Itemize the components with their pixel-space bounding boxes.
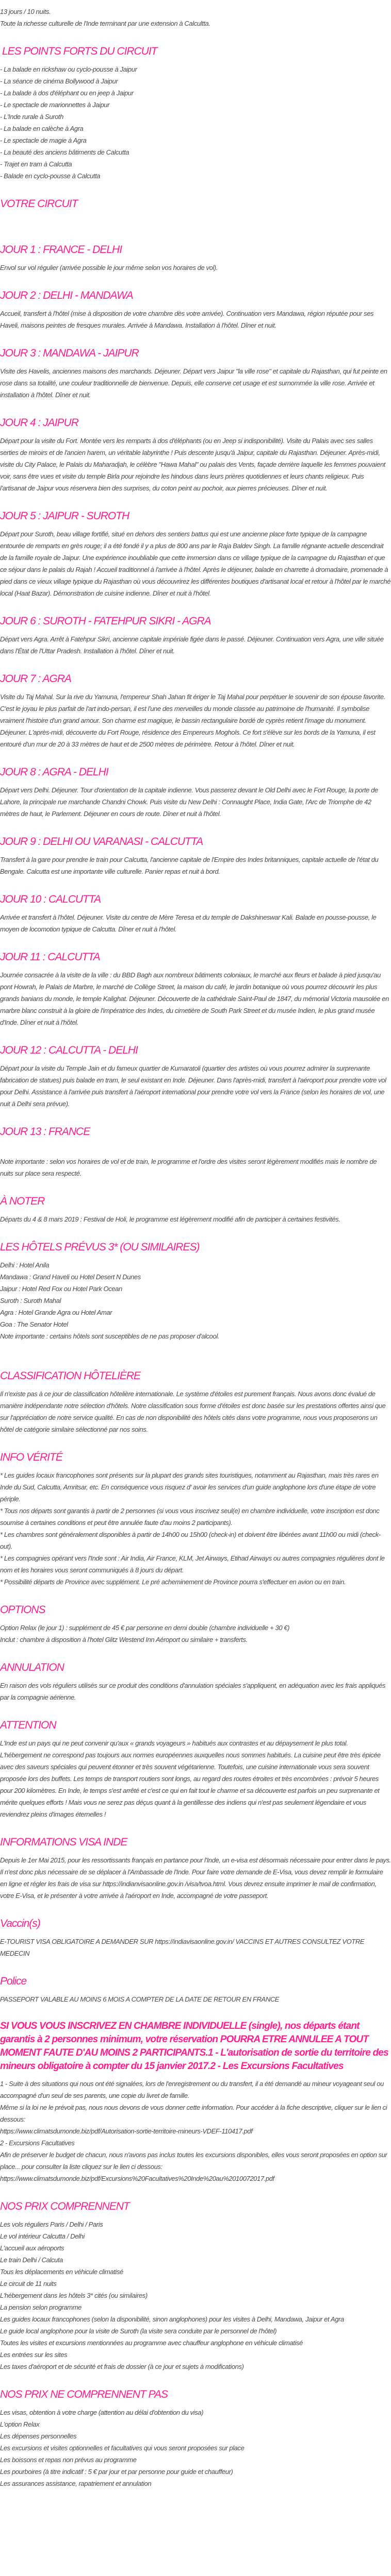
section-jour-1	[0, 242, 391, 274]
section-jour-6	[0, 614, 391, 657]
section-heading: ATTENTION	[0, 1719, 56, 1731]
section-text: Les entrées sur les sites	[0, 2351, 68, 2359]
section-text: L'option Relax	[0, 2420, 40, 2428]
section-heading: OPTIONS	[0, 1604, 45, 1616]
section-text: Note importante : selon vos horaires de vol et de train, le programme et l'ordre des visites seront légèrement modifiés mais le nombre de nuits sur place sera respecté.	[0, 1158, 377, 1177]
section-text: Le train Delhi / Calcuta	[0, 2256, 63, 2264]
section-heading: Police	[0, 1975, 27, 1987]
section-info-verite	[0, 1450, 391, 1588]
section-text: Depuis le 1er Mai 2015, pour les ressortissants français en partance pour l'Inde, un e-visa est désormais nécessaire pour entrer dans le pays. Il n'est donc plus nécessaire de se déplacer à l'Ambassade de l'Inde. Pour faire votre demande de E-Visa, vous devez remplir le formulaire en ligne et régler les frais de visa sur https://indianvisaonline.gov.in /visa/tvoa.html. Vous devrez ensuite imprimer le mail de confirmation, votre E-Visa, et le présenter à votre arrivée à l'aéroport en Inde, accompagné de votre passeport.	[0, 1856, 391, 1900]
section-text: Départs du 4 & 8 mars 2019 : Festival de Holi, le programme est légèrement modifié afin de participer à certaines festivités.	[0, 1215, 340, 1223]
section-hotels	[0, 1240, 391, 1354]
section-heading: NOS PRIX NE COMPRENNENT PAS	[0, 2388, 168, 2400]
section-heading: JOUR 5 : JAIPUR - SUROTH	[0, 510, 129, 522]
section-heading: JOUR 1 : FRANCE - DELHI	[0, 244, 122, 256]
section-text: La pension selon programme	[0, 2303, 82, 2311]
section-heading: À NOTER	[0, 1195, 45, 1207]
section-text: 13 jours / 10 nuits.	[0, 8, 51, 15]
section-text: Le circuit de 11 nuits	[0, 2280, 57, 2287]
section-text: Agra : Hotel Grande Agra ou Hotel Amar	[0, 1309, 112, 1316]
section-text: - La balade en rickshaw ou cyclo-pousse à Jaipur	[0, 65, 137, 73]
section-jour-10	[0, 892, 391, 935]
section-police	[0, 1974, 391, 2005]
section-text: * Les guides locaux francophones sont présents sur la plupart des grands sites touristiques, notamment au Rajasthan, mais très rares en Inde du Sud, Calcutta, Amritsar, etc. En conséquence vous risquez d' avoir les services d'un guide anglophone lors d'une étape de votre périple.	[0, 1471, 379, 1503]
section-text: Départ vers Agra. Arrêt à Fatehpur Sikri, ancienne capitale impériale figée dans le passé. Déjeuner. Continuation vers Agra, une ville située dans l'État de l'Uttar Pradesh. Installation à l'hôtel. Dîner et nuit.	[0, 635, 384, 655]
section-text: Accueil, transfert à l'hôtel (mise à disposition de votre chambre dès votre arrivée). Continuation vers Mandawa, région réputée pour ses Haveli, maisons peintes de fresques murales. Arrivée à Mandawa. Installation à l'hôtel. Dîner et nuit.	[0, 310, 374, 329]
section-annulation	[0, 1660, 391, 1703]
section-text: Jaipur : Hotel Red Fox ou Hotel Park Ocean	[0, 1285, 122, 1293]
section-heading: JOUR 9 : DELHI OU VARANASI - CALCUTTA	[0, 836, 203, 848]
section-text: Option Relax (le jour 1) : supplément de 45 € par personne en demi double (chambre individuelle + 30 €)	[0, 1624, 290, 1632]
section-text: PASSEPORT VALABLE AU MOINS 6 MOIS A COMPTER DE LA DATE DE RETOUR EN FRANCE	[0, 1995, 280, 2003]
section-text: Départ pour la visite du Fort. Montée vers les remparts à dos d'éléphants (ou en Jeep si indisponibilité). Visite du Palais avec ses salles serties de miroirs et de l'ancien harem, un véritable labyrinthe ! Puis descente jusqu'à Jaipur, capitale du Rajasthan. Déjeuner. Après-midi, visite du City Palace, le Palais du Maharadjah, le célèbre "Hawa Mahal" ou palais des Vents, façade derrière laquelle les femmes pouvaient voir, sans être vues et visite du temple Birla pour rejoindre les hindous dans leurs prières quotidiennes et leurs chants religieux. Puis l'artisanat de Jaipur vous réservera bien des surprises, du coton peint au pochoir, aux pierres précieuses. Dîner et nuit.	[0, 437, 385, 492]
section-vaccins	[0, 1916, 391, 1959]
section-heading: JOUR 10 : CALCUTTA	[0, 893, 101, 905]
section-text: - Trajet en tram à Calcutta	[0, 160, 72, 168]
section-text: - La balade à dos d'éléphant ou en jeep à Jaipur	[0, 89, 134, 97]
document-link[interactable]: https://www.climatsdumonde.biz/pdf/Autorisation-sortie-territoire-mineurs-VDEF-110417.pdf	[0, 2127, 253, 2135]
section-visa	[0, 1835, 391, 1902]
section-options	[0, 1602, 391, 1646]
section-text: * Les compagnies opérant vers l'Inde sont : Air India, Air France, KLM, Jet Airways, Etihad Airways ou autres compagnies régulières dont le nom et les horaires vous seront communiqués à 8 jours du départ.	[0, 1554, 385, 1574]
section-heading: SI VOUS VOUS INSCRIVEZ EN CHAMBRE INDIVIDUELLE (single), nos départs étant garantis à 2 personnes minimum, votre réservation POURRA ETRE ANNULEE A TOUT MOMENT FAUTE D'AU MOINS 2 PARTICIPANTS.1 - L'autorisation de sortie du territoire des mineurs obligatoire à compter du 15 janvier 2017.2 - Les Excursions Facultatives	[0, 2021, 388, 2072]
section-text: Les boissons et repas non prévus au programme	[0, 2456, 137, 2464]
section-text: 1 - Suite à des situations qui nous ont été signalées, lors de l'enregistrement ou du transfert, il a été demandé au mineur voyageant seul ou accompagné d'un seul de ses parents, une copie du livret de famille.	[0, 2080, 384, 2099]
section-a-noter	[0, 1194, 391, 1225]
section-text: - La beauté des anciens bâtiments de Calcutta	[0, 148, 129, 156]
section-heading: JOUR 6 : SUROTH - FATEHPUR SIKRI - AGRA	[0, 615, 211, 627]
section-text: Visite du Taj Mahal. Sur la rive du Yamuna, l'empereur Shah Jahan fit ériger le Taj Mahal pour perpétuer le souvenir de son épouse favorite. C'est le joyau le plus parfait de l'art indo-persan, il est l'une des merveilles du monde classée au patrimoine de l'humanité. Il symbolise vraiment l'histoire d'un grand amour. Son charme est magique, le bassin rectangulaire bordé de cyprès retient l'image du monument. Déjeuner. L'après-midi, découverte du Fort Rouge, résidence des Empereurs Moghols. Ce fort s'élève sur les bords de la Yamuna, il est entouré d'un mur de 20 à 33 mètres de haut et de 2500 mètres de périmètre. Retour à l'hôtel. Dîner et nuit.	[0, 693, 385, 748]
section-heading: LES HÔTELS PRÉVUS 3* (OU SIMILAIRES)	[0, 1241, 200, 1253]
section-prix-ne-comprennent-pas	[0, 2387, 391, 2489]
section-heading: JOUR 3 : MANDAWA - JAIPUR	[0, 347, 139, 359]
section-text: Goa : The Senator Hotel	[0, 1320, 68, 1328]
section-text: Delhi : Hotel Anila	[0, 1261, 50, 1269]
section-text: Départ pour Suroth, beau village fortifié, situé en dehors des sentiers battus qui est une ancienne place forte typique de la campagne entourée de remparts en grès rouge; il a été fondé il y a plus de 800 ans par le Raja Baldev Singh. La famille régnante actuelle descendrait de la famille royale de Jaipur. Une expérience inoubliable que cette immersion dans ce village typique de la campagne du Rajasthan et que ce séjour dans le palais du Rajah ! Accueil traditionnel à l'arrivée à l'hôtel. Après le déjeuner, balade en charrette à dromadaire, promenade à pied dans ce vieux village typique du Rajasthan où vous découvrirez les différentes boutiques d'artisanat local et retour à l'hôtel par le marché local (Haat Bazar). Démonstration de cuisine indienne. Dîner et nuit à l'hôtel.	[0, 530, 391, 597]
section-text: E-TOURIST VISA OBLIGATOIRE A DEMANDER SUR https://indiavisaonline.gov.in/ VACCINS ET AUTRES CONSULTEZ VOTRE MEDECIN	[0, 1938, 365, 1957]
section-jour-8	[0, 765, 391, 820]
section-text: Mandawa : Grand Haveli ou Hotel Desert N Dunes	[0, 1273, 141, 1281]
section-text: Toutes les visites et excursions mentionnées au programme avec chauffeur anglophone en véhicule climatisé	[0, 2339, 303, 2347]
section-highlights	[0, 44, 391, 182]
section-text: Les excursions et visites optionnelles et facultatives qui vous seront proposées sur place	[0, 2444, 245, 2452]
section-heading: Vaccin(s)	[0, 1918, 40, 1929]
blank-line	[0, 1144, 391, 1156]
section-text: Le guide local anglophone pour la visite de Suroth (la visite sera conduite par le personnel de l'hôtel)	[0, 2327, 277, 2335]
section-text: Départ pour la visite du Temple Jain et du fameux quartier de Kumaratoli (quartier des artistes où vous pourrez admirer la surprenante fabrication de statues) puis balade en tram, le seul existant en Inde. Déjeuner. Dans l'après-midi, transfert à l'aéroport pour prendre votre vol pour Delhi. Assistance à l'arrivée puis transfert à l'aéroport international pour prendre votre vol vers la France (selon les horaires de vol, une nuit à Delhi sera prévue).	[0, 1064, 386, 1108]
section-text: Départ vers Delhi. Déjeuner. Tour d'orientation de la capitale indienne. Vous passerez devant le Old Delhi avec le Fort Rouge, la porte de Lahore, la principale rue marchande Chandni Chowk. Puis visite du New Delhi : Connaught Place, India Gate, l'Arc de Triomphe de 42 mètres de haut, le Parlement. Déjeuner en cours de route. Dîner et nuit à l'hôtel.	[0, 786, 378, 818]
section-text: Les guides locaux francophones (selon la disponibilité, sinon anglophones) pour les visites à Delhi, Mandawa, Jaipur et Agra	[0, 2315, 344, 2323]
section-heading: JOUR 7 : AGRA	[0, 673, 71, 685]
section-text: En raison des vols réguliers utilisés sur ce produit des conditions d'annulation spéciales s'appliquent, en adéquation avec les frais appliqués par la compagnie aérienne.	[0, 1682, 386, 1701]
section-jour-7	[0, 671, 391, 750]
section-text: Le vol intérieur Calcutta / Delhi	[0, 2232, 85, 2240]
section-votre-circuit	[0, 196, 391, 228]
blank-line	[0, 216, 391, 228]
section-jour-2	[0, 288, 391, 331]
section-heading: VOTRE CIRCUIT	[0, 198, 78, 210]
section-heading: JOUR 4 : JAIPUR	[0, 417, 78, 429]
section-text: - L'Inde rurale à Suroth	[0, 113, 63, 121]
section-chambre-individuelle	[0, 2020, 391, 2184]
section-jour-3	[0, 346, 391, 401]
section-text: Les taxes d'aéroport et de sécurité et frais de dossier (à ce jour et sujets à modifications)	[0, 2363, 244, 2370]
section-heading: INFORMATIONS VISA INDE	[0, 1836, 127, 1848]
section-text: Les vols réguliers Paris / Delhi / Paris	[0, 2221, 103, 2228]
section-heading: CLASSIFICATION HÔTELIÈRE	[0, 1370, 140, 1382]
section-heading: ANNULATION	[0, 1662, 64, 1673]
section-text: * Possibilité départs de Province avec supplément. Le pré acheminement de Province pourra s'effectuer en avion ou en train.	[0, 1578, 346, 1586]
section-text: Les visas, obtention à votre charge (attention au délai d'obtention du visa)	[0, 2409, 204, 2416]
section-jour-13	[0, 1124, 391, 1179]
section-jour-4	[0, 415, 391, 494]
section-text: L'accueil aux aéroports	[0, 2244, 64, 2252]
section-jour-9	[0, 834, 391, 877]
section-text: * Les chambres sont généralement disponibles à partir de 14h00 ou 15h00 (check-in) et doivent être libérées avant 11h00 ou midi (check-out).	[0, 1531, 381, 1550]
section-text: L'hébergement dans les hôtels 3* cités (ou similaires)	[0, 2292, 148, 2299]
section-text: - Balade en cyclo-pousse à Calcutta	[0, 172, 101, 180]
section-text: - La balade en calèche à Agra	[0, 125, 84, 132]
section-text: Les pourboires (à titre indicatif : 5 € par jour et par personne pour guide et chauffeur)	[0, 2468, 233, 2476]
section-heading: JOUR 8 : AGRA - DELHI	[0, 766, 108, 778]
section-heading: JOUR 11 : CALCUTTA	[0, 951, 100, 963]
section-heading: INFO VÉRITÉ	[0, 1451, 62, 1463]
section-intro	[0, 6, 391, 29]
section-text: Tous les déplacements en véhicule climatisé	[0, 2268, 123, 2276]
section-text: Arrivée et transfert à l'hôtel. Déjeuner. Visite du centre de Mère Teresa et du temple de Dakshineswar Kali. Balade en pousse-pousse, le moyen de locomotion typique de Calcutta. Dîner et nuit à l'hôtel.	[0, 913, 377, 933]
section-prix-comprennent	[0, 2199, 391, 2372]
section-text: - La séance de cinéma Bollywood à Jaipur	[0, 77, 118, 85]
section-heading: LES POINTS FORTS DU CIRCUIT	[2, 45, 157, 57]
section-text: - Le spectacle de marionnettes à Jaipur	[0, 101, 110, 109]
section-jour-5	[0, 509, 391, 599]
section-text: Il n'existe pas à ce jour de classification hôtelière internationale. Le système d'étoiles est purement français. Nous avons donc évalué de manière indépendante notre sélection d'hôtels. Notre classification sous forme d'étoiles est donc basée sur les prestations offertes ainsi que sur l'appréciation de notre service qualité. En cas de non disponibilité des hôtels cités dans votre programme, nous vous proposerons un hôtel de catégorie similaire sélectionné par nos soins.	[0, 1390, 386, 1433]
section-text: 2 - Excursions Facultatives	[0, 2139, 75, 2147]
section-attention	[0, 1718, 391, 1820]
section-text: Afin de préserver le budget de chacun, nous n'avons pas inclus toutes les excursions disponibles, elles vous seront proposées en option sur place... pour consulter la liste cliquez sur le lien ci dessous:	[0, 2151, 387, 2171]
document-link[interactable]: https://www.climatsdumonde.biz/pdf/Excursions%20Facultatives%20Inde%20au%2010072017.pdf	[0, 2175, 274, 2182]
section-text: Les assurances assistance, rapatriement et annulation	[0, 2480, 152, 2487]
section-text: Les dépenses personnelles	[0, 2432, 77, 2440]
section-text: Inclut : chambre à disposition à l'hotel Glitz Westend Inn Aéroport ou similaire + transferts.	[0, 1636, 248, 1643]
section-text: * Tous nos départs sont garantis à partir de 2 personnes (si vous vous inscrivez seul(e) en chambre individuelle, votre inscription est donc soumise à certaines conditions et peut être annulée faute d'au moins 2 participants).	[0, 1507, 380, 1527]
section-text: L'Inde est un pays qui ne peut convenir qu'aux « grands voyageurs » habitués aux contrastes et au dépaysement le plus total. L'hébergement ne correspond pas toujours aux normes européennes auxquelles nous sommes habitués. La cuisine peut être très épicée avec des saveurs spéciales qui peuvent étonner et très souvent végétarienne. Toutefois, une cuisine internationale vous sera souvent proposée lors des buffets. Les temps de transport routiers sont longs, au regard des routes étroites et très encombrées : prévoir 5 heures pour 200 kilomètres. En Inde, le temps s'est arrêté et c'est ce qui en fait tout le charme et sa découverte est parfois un peu surprenante et mérite quelques efforts ! Mais vous ne serez pas déçus quant à la gentillesse des indiens qui n'est pas seulement légendaire et vous reviendrez pleins d'images éternelles !	[0, 1739, 381, 1818]
section-text: Visite des Havelis, anciennes maisons des marchands. Déjeuner. Départ vers Jaipur "la ville rose" et capitale du Rajasthan, qui fut peinte en rose dans sa totalité, une couleur traditionnelle de bienvenue. Depuis, elle conserve cet usage et est surnommée la ville rose. Arrivée et installation à l'hôtel. Dîner et nuit.	[0, 367, 387, 399]
section-text: Journée consacrée à la visite de la ville : du BBD Bagh aux nombreux bâtiments coloniaux, le marché aux fleurs et balade à pied jusqu'au pont Howrah, le Palais de Marbre, le marché de Collège Street, la maison du café, le jardin botanique où vous pourrez découvrir les plus grands banians du monde, le temple Kalighat. Déjeuner. Découverte de la cathédrale Saint-Paul de 1847, du mémorial Victoria mausolée en marbre blanc construit à la gloire de l'impératrice des Indes, du cimetière de South Park Street et du musée Indien, le plus grand musée d'Inde. Dîner et nuit à l'hôtel.	[0, 971, 389, 1026]
section-text: - Le spectacle de magie à Agra	[0, 137, 87, 144]
section-heading: JOUR 12 : CALCUTTA - DELHI	[0, 1044, 138, 1056]
section-text: Toute la richesse culturelle de l'Inde terminant par une extension à Calcultta.	[0, 20, 210, 27]
section-heading: JOUR 2 : DELHI - MANDAWA	[0, 290, 133, 301]
section-text: Suroth : Suroth Mahal	[0, 1297, 61, 1304]
section-classification	[0, 1368, 391, 1435]
section-heading: NOS PRIX COMPRENNENT	[0, 2200, 129, 2212]
section-jour-12	[0, 1043, 391, 1110]
section-text: Transfert à la gare pour prendre le train pour Calcutta, l'ancienne capitale de l'Empire des Indes britanniques, capitale actuelle de l'état du Bengale. Calcutta est une importante ville culturelle. Panier repas et nuit à bord.	[0, 856, 379, 875]
section-text: Même si la loi ne le prévoit pas, nous nous devons de vous donner cette information. Pour accéder à la fiche descriptive, cliquer sur le lien ci dessous:	[0, 2104, 387, 2123]
blank-line	[0, 1342, 391, 1354]
section-jour-11	[0, 950, 391, 1028]
section-text: Note importante : certains hôtels sont susceptibles de ne pas proposer d'alcool.	[0, 1332, 220, 1340]
section-heading: JOUR 13 : FRANCE	[0, 1126, 90, 1138]
section-text: Envol sur vol régulier (arrivée possible le jour même selon vos horaires de vol).	[0, 264, 218, 272]
